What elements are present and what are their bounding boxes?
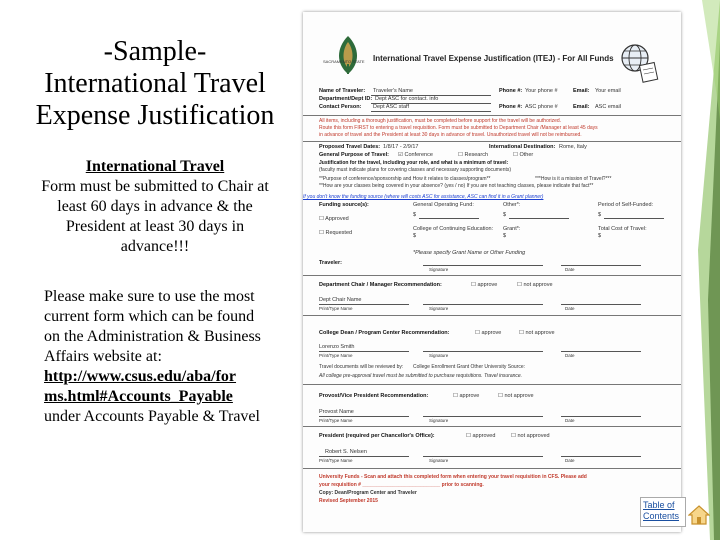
president-name: Robert S. Nelsen [325, 449, 367, 455]
deadline-heading: International Travel [85, 158, 225, 175]
contact-line [371, 111, 491, 112]
email-value: Your email [595, 88, 621, 94]
requested-option: ☐ Requested [319, 230, 353, 236]
provost-approve: ☐ approve [453, 393, 480, 399]
form-location-note [44, 287, 266, 427]
title-line-2: International Travel Expense Justification [35, 68, 275, 131]
section-divider [303, 426, 681, 427]
date-caption: Date [565, 267, 575, 272]
traveler-label: Traveler: [319, 260, 342, 266]
notice-2: Route this form FIRST to entering a travel requisition. Form must be submitted to Department Chair /Manager at least 45 days [319, 125, 598, 131]
signature-line [423, 416, 543, 417]
notice-3: in advance of travel and the President at least 30 days in advance of travel. Unauthorized travel will not be reimbursed. [319, 132, 582, 138]
dept-value: Dept ASC for contact. info [375, 96, 439, 102]
provost-name: Provost Name [319, 409, 354, 415]
date-line [561, 416, 641, 417]
signature-caption: Signature [429, 458, 449, 463]
print-name-caption: Print/Type Name [319, 458, 353, 463]
deadline-body: Form must be submitted to Chair at least 60 days in advance & the President at least 30 days in advance!!! [41, 178, 269, 255]
name-line [319, 456, 409, 457]
dates-value: 1/8/17 - 2/9/17 [383, 144, 419, 150]
date-line [561, 351, 641, 352]
chair-not-approve: ☐ not approve [517, 282, 553, 288]
question-1: **Purpose of conference/sponsorship and How it relates to classes/program** [319, 176, 491, 182]
signature-line [423, 304, 543, 305]
purpose-label: General Purpose of Travel: [319, 152, 389, 158]
form-preview [303, 12, 681, 532]
contact-label: Contact Person: [319, 104, 362, 110]
dean-rec-label: College Dean / Program Center Recommendation: [319, 330, 450, 336]
signature-caption: Signature [429, 353, 449, 358]
phone-value: Your phone # [525, 88, 558, 94]
dest-label: International Destination: [489, 144, 556, 150]
president-rec-label: President (required per Chancellor's Office): [319, 433, 435, 439]
purpose-opt-research: ☐ Research [458, 152, 489, 158]
purpose-opt-other: ☐ Other [513, 152, 534, 158]
form-location-text: Please make sure to use the most current form which can be found on the Administration & Business Affairs website at: [44, 288, 261, 365]
question-1b: ***How is it a mission of Travel?*** [535, 176, 612, 182]
question-2: **How are your classes being covered in your absence? (yes / no) If you are not teaching classes, please indicate that fact** [319, 183, 594, 189]
date-line [561, 265, 641, 266]
dept-label: Department/Dept ID: [319, 96, 373, 102]
section-divider [303, 384, 681, 385]
name-value: Traveler's Name [373, 88, 413, 94]
dollar-1: $ [413, 212, 417, 218]
president-not-approved: ☐ not approved [511, 433, 550, 439]
general-fund-label: General Operating Fund: [413, 202, 474, 208]
name-label: Name of Traveler: [319, 88, 366, 94]
left-column [30, 0, 280, 255]
dest-value: Rome, Italy [559, 144, 587, 150]
contact-value: Dept ASC staff [373, 104, 409, 110]
phone2-value: ASC phone # [525, 104, 558, 110]
globe-icon [619, 40, 659, 84]
name-line [319, 351, 409, 352]
travel-review-options: College Enrollment Grant Other University Source: [413, 364, 525, 370]
signature-line [423, 351, 543, 352]
chair-name: Dept Chair Name [319, 297, 362, 303]
date-caption: Date [565, 458, 575, 463]
date-line [561, 456, 641, 457]
logo-text: SACRAMENTO STATE [323, 59, 365, 64]
president-approved: ☐ approved [466, 433, 496, 439]
print-name-caption: Print/Type Name [319, 418, 353, 423]
dollar-2: $ [503, 212, 507, 218]
print-name-caption: Print/Type Name [319, 306, 353, 311]
form-title: International Travel Expense Justification (ITEJ) - For All Funds [373, 54, 614, 63]
email2-value: ASC email [595, 104, 621, 110]
other-label: Other*: [503, 202, 521, 208]
section-divider [303, 275, 681, 276]
slide-title [30, 36, 280, 132]
university-funds-2: your requisition # ____________________________ prior to scanning. [319, 482, 484, 488]
section-divider [303, 115, 681, 116]
dollar-3: $ [598, 212, 602, 218]
signature-line [423, 456, 543, 457]
travel-review-label: Travel documents will be reviewed by: [319, 364, 404, 370]
home-icon[interactable] [688, 504, 710, 526]
travel-review-note: All college pre-approval travel must be submitted to purchase requisitions. Travel insurance. [319, 373, 523, 379]
dollar-4: $ [413, 233, 417, 239]
chair-rec-label: Department Chair / Manager Recommendation: [319, 282, 442, 288]
copy-line: Copy: Dean/Program Center and Traveler [319, 490, 417, 496]
funding-label: Funding source(s): [319, 202, 369, 208]
justify-hint: (faculty must indicate plans for covering classes and necessary supporting documents) [319, 167, 512, 173]
date-caption: Date [565, 353, 575, 358]
phone-label: Phone #: [499, 88, 523, 94]
name-line [319, 304, 409, 305]
dollar-5: $ [503, 233, 507, 239]
dean-name: Lorenzo Smith [319, 344, 355, 350]
dates-label: Proposed Travel Dates: [319, 144, 381, 150]
aba-forms-link[interactable]: http://www.csus.edu/aba/for ms.html#Accounts_Payable [44, 368, 237, 405]
amount-line [509, 218, 569, 219]
section-divider [303, 315, 681, 316]
name-line [319, 416, 409, 417]
grant-label: Grant*: [503, 226, 521, 232]
dollar-6: $ [598, 233, 602, 239]
dean-not-approve: ☐ not approve [519, 330, 555, 336]
date-caption: Date [565, 306, 575, 311]
form-location-after: under Accounts Payable & Travel [44, 408, 260, 425]
approved-option: ☐ Approved [319, 216, 349, 222]
signature-caption: Signature [429, 306, 449, 311]
cce-label: College of Continuing Education: [413, 226, 494, 232]
email-label: Email: [573, 88, 590, 94]
date-line [561, 304, 641, 305]
signature-caption: Signature [429, 267, 449, 272]
period-label: Period of Self-Funded: [598, 202, 654, 208]
table-of-contents-link[interactable]: Table of Contents [640, 497, 686, 527]
amount-line [419, 218, 479, 219]
phone2-label: Phone #: [499, 104, 523, 110]
provost-rec-label: Provost/Vice President Recommendation: [319, 393, 429, 399]
signature-caption: Signature [429, 418, 449, 423]
notice-1: All items, including a thorough justification, must be completed before support for the travel will be authorized. [319, 118, 562, 124]
revised-date: Revised September 2015 [319, 498, 378, 504]
purpose-opt-conference: ☑ Conference [398, 152, 433, 158]
total-label: Total Cost of Travel: [598, 226, 647, 232]
section-divider [303, 141, 681, 142]
email2-label: Email: [573, 104, 590, 110]
chair-approve: ☐ approve [471, 282, 498, 288]
section-divider [303, 468, 681, 469]
title-line-1: -Sample- [103, 36, 207, 67]
print-name-caption: Print/Type Name [319, 353, 353, 358]
amount-line [604, 218, 664, 219]
dean-approve: ☐ approve [475, 330, 502, 336]
accent-bar [680, 0, 720, 540]
signature-line [423, 265, 543, 266]
date-caption: Date [565, 418, 575, 423]
justify-label: Justification for the travel, including your role, and what is a minimum of travel: [319, 160, 509, 166]
grant-note: *Please specify Grant Name or Other Funding [413, 250, 526, 256]
deadline-note [30, 157, 280, 257]
funding-help-note: If you don't know the funding source (where will costs ASC for assistance, ASC can find it in a Grant planner) [303, 194, 544, 200]
provost-not-approve: ☐ not approve [498, 393, 534, 399]
university-funds-1: University Funds - Scan and attach this completed form when entering your travel requisition in CFS. Please add [319, 474, 587, 480]
